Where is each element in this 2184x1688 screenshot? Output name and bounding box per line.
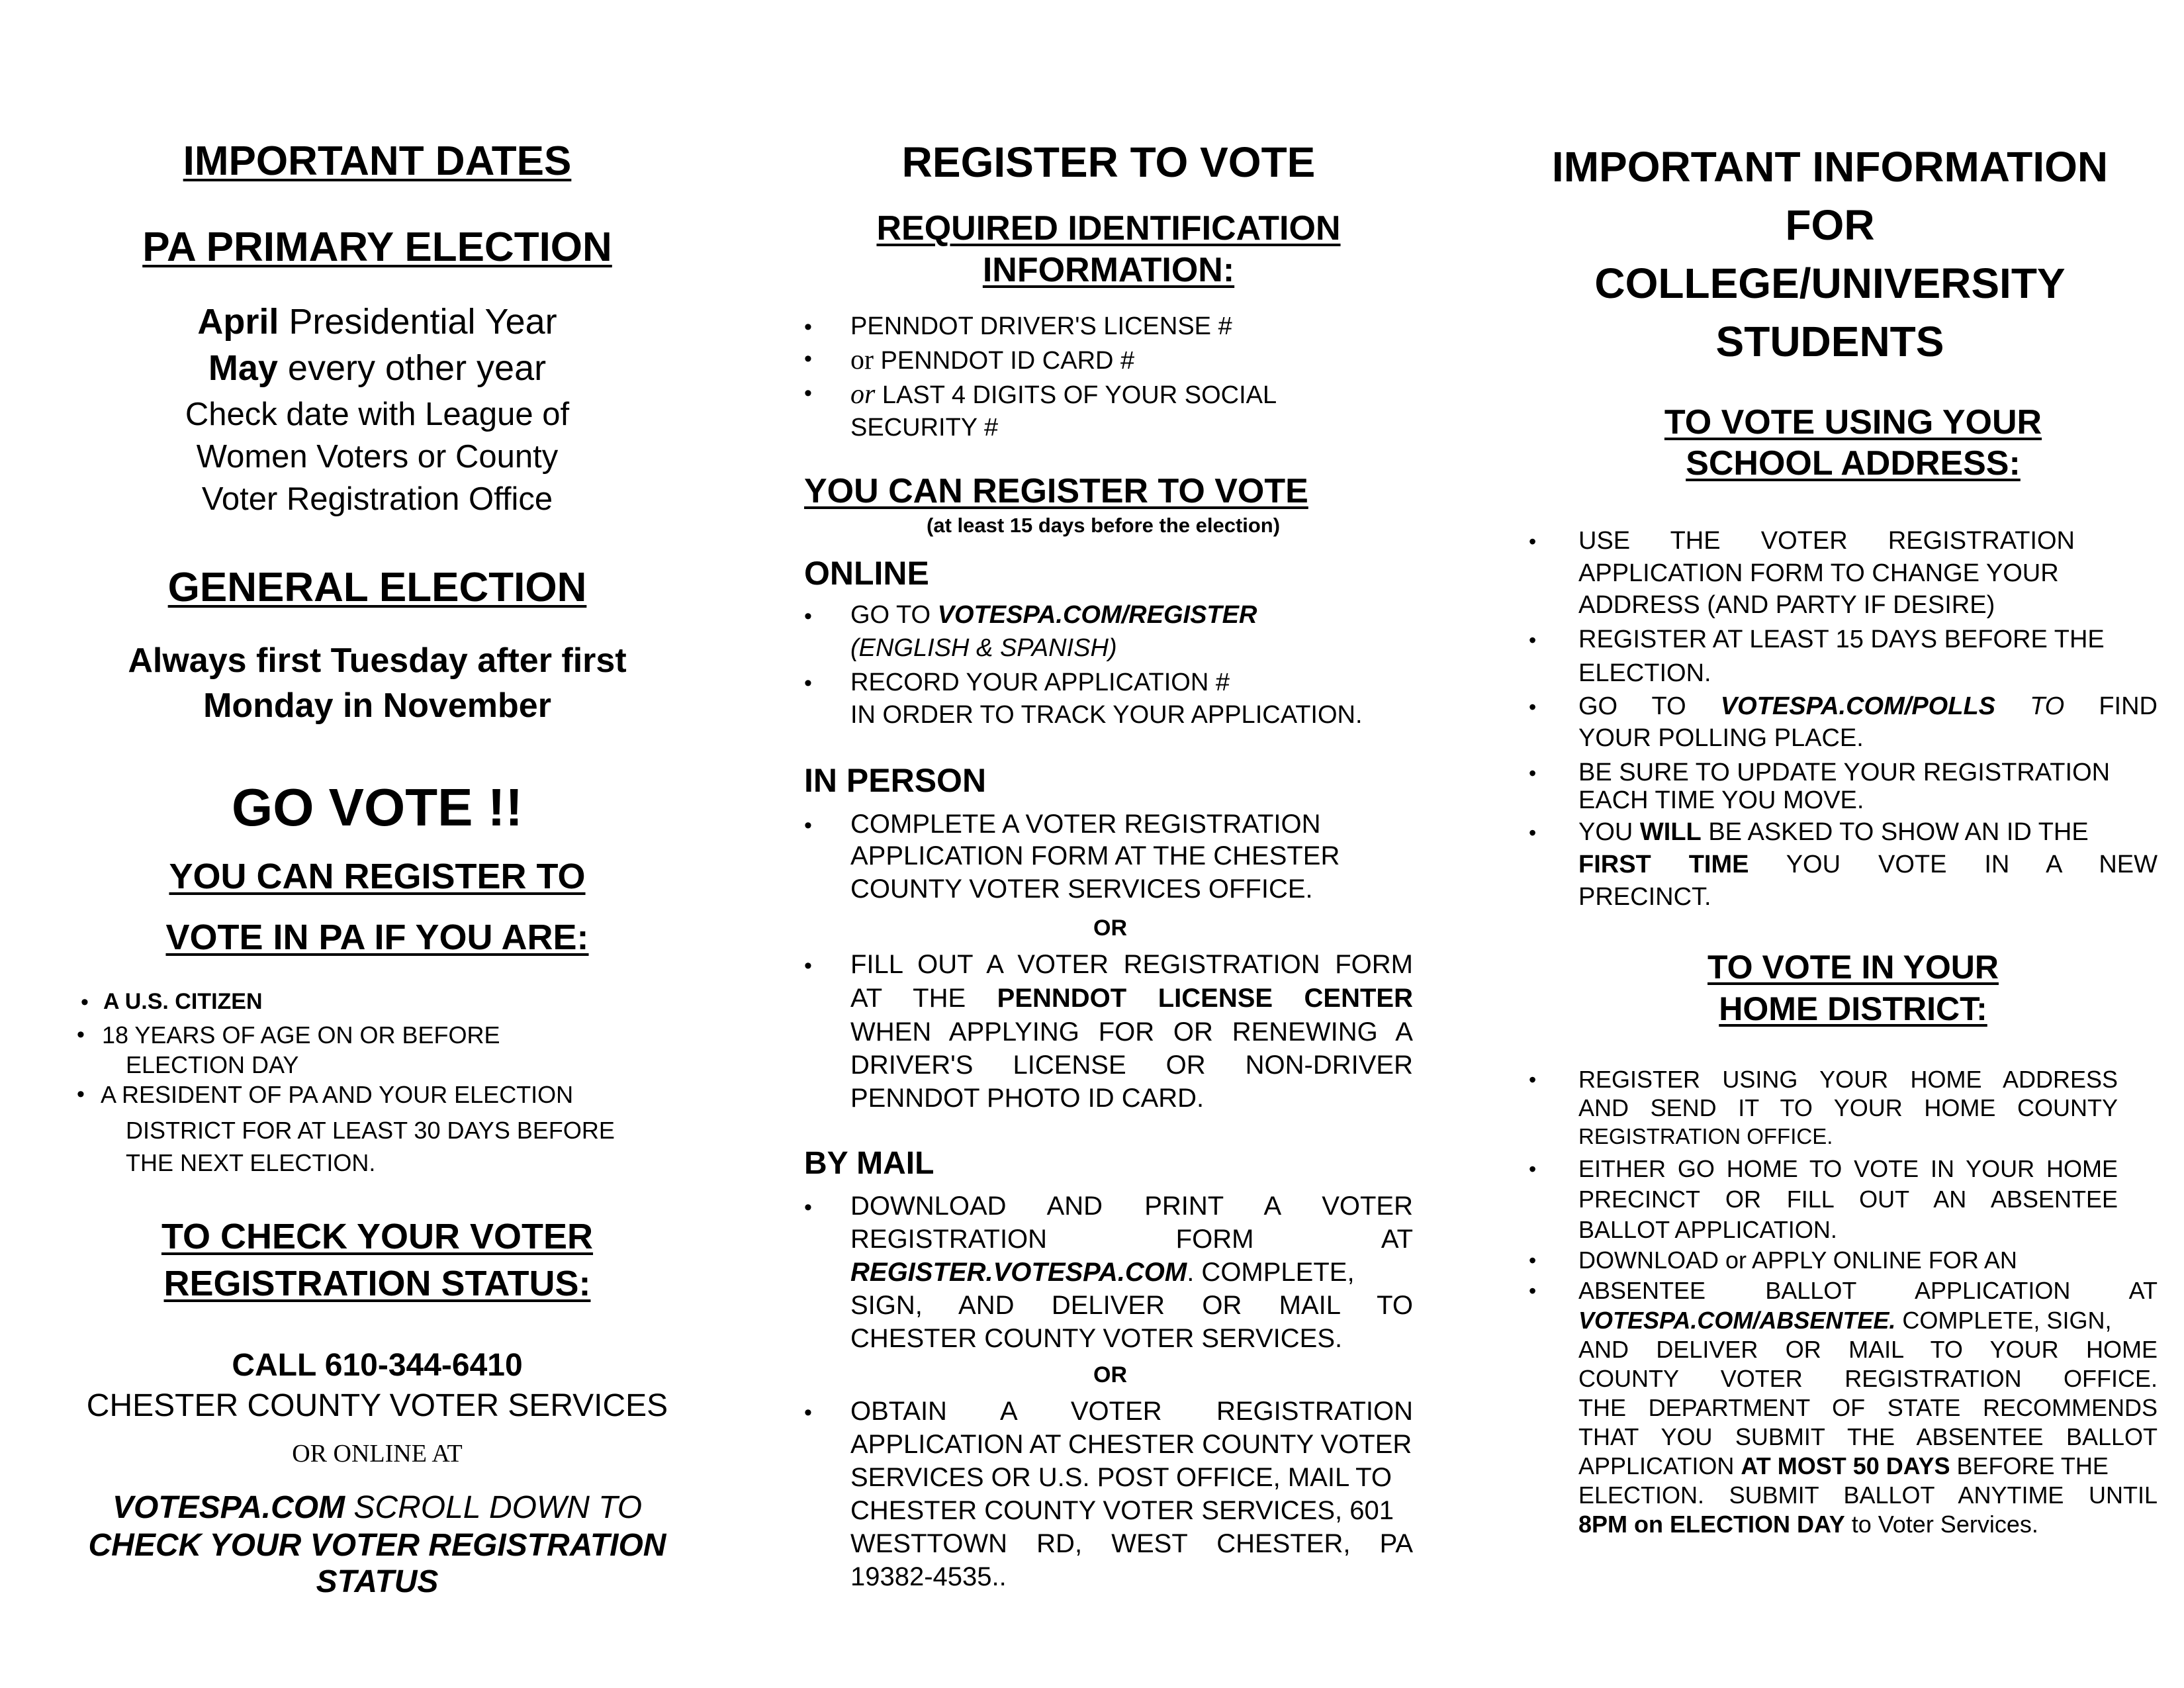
mail-item2-l4: CHESTER COUNTY VOTER SERVICES, 601 xyxy=(850,1496,1394,1525)
heading-in-person: IN PERSON xyxy=(804,762,987,799)
heading-home-district-l1: TO VOTE IN YOUR xyxy=(1707,949,1999,986)
bullet-icon: • xyxy=(1529,761,1537,785)
school-item5-l3: PRECINCT. xyxy=(1578,883,1711,911)
bullet-icon: • xyxy=(1529,1248,1537,1272)
or-separator: OR xyxy=(1093,915,1127,941)
home-item4-l4: COUNTY VOTER REGISTRATION OFFICE. xyxy=(1578,1365,2158,1392)
primary-line-may: May every other year xyxy=(208,348,547,388)
heading-important-dates: IMPORTANT DATES xyxy=(183,138,572,184)
bullet-icon: • xyxy=(804,813,812,838)
home-item2-l3: BALLOT APPLICATION. xyxy=(1578,1216,1837,1243)
id-item-id-card: or PENNDOT ID CARD # xyxy=(850,345,1135,375)
school-item2-l2: ELECTION. xyxy=(1578,659,1711,687)
home-item2-l2: PRECINCT OR FILL OUT AN ABSENTEE xyxy=(1578,1186,2118,1213)
list-item-age-l1: 18 YEARS OF AGE ON OR BEFORE xyxy=(102,1021,500,1049)
home-item1-l3: REGISTRATION OFFICE. xyxy=(1578,1124,1833,1149)
bullet-icon: • xyxy=(804,346,812,371)
bullet-icon: • xyxy=(1529,821,1537,845)
primary-line-april: April Presidential Year xyxy=(197,302,557,342)
list-item-citizen: A U.S. CITIZEN xyxy=(103,989,263,1014)
id-item-drivers-license: PENNDOT DRIVER'S LICENSE # xyxy=(850,312,1232,340)
home-item4-l2: VOTESPA.COM/ABSENTEE. COMPLETE, SIGN, xyxy=(1578,1307,2112,1334)
heading-check-status-line2: REGISTRATION STATUS: xyxy=(163,1264,591,1303)
home-item1-l1: REGISTER USING YOUR HOME ADDRESS xyxy=(1578,1066,2118,1093)
mail-item1-l2: REGISTRATION FORM AT xyxy=(850,1225,1413,1254)
heading-general-election: GENERAL ELECTION xyxy=(167,565,587,610)
home-item4-l7: APPLICATION AT MOST 50 DAYS BEFORE THE xyxy=(1578,1452,2109,1479)
bullet-icon: • xyxy=(77,1022,85,1047)
bullet-icon: • xyxy=(804,1195,812,1220)
heading-you-can-register: YOU CAN REGISTER TO VOTE xyxy=(804,472,1308,510)
call-phone: CALL 610-344-6410 xyxy=(232,1348,523,1383)
person-item2-l4: DRIVER'S LICENSE OR NON-DRIVER xyxy=(850,1051,1413,1080)
heading-school-address-l1: TO VOTE USING YOUR xyxy=(1664,403,2042,442)
bullet-icon: • xyxy=(1529,695,1537,719)
school-item4-l2: EACH TIME YOU MOVE. xyxy=(1578,786,1864,814)
bullet-icon: • xyxy=(1529,1157,1537,1181)
or-online-at: OR ONLINE AT xyxy=(292,1440,463,1468)
heading-for: FOR xyxy=(1785,201,1875,249)
votespa-scroll-line: VOTESPA.COM SCROLL DOWN TO xyxy=(112,1490,643,1525)
heading-check-status-line1: TO CHECK YOUR VOTER xyxy=(161,1217,594,1256)
list-item-resident-l3: THE NEXT ELECTION. xyxy=(126,1149,376,1176)
heading-required-id-l1: REQUIRED IDENTIFICATION xyxy=(876,209,1341,248)
person-item1-l3: COUNTY VOTER SERVICES OFFICE. xyxy=(850,874,1313,904)
or-separator: OR xyxy=(1093,1362,1127,1387)
heading-online: ONLINE xyxy=(804,555,929,592)
online-item-record-l2: IN ORDER TO TRACK YOUR APPLICATION. xyxy=(850,701,1363,729)
bullet-icon: • xyxy=(804,314,812,340)
heading-pa-primary: PA PRIMARY ELECTION xyxy=(142,224,612,270)
id-item-ssn-l2: SECURITY # xyxy=(850,414,999,442)
home-item4-l3: AND DELIVER OR MAIL TO YOUR HOME xyxy=(1578,1336,2158,1363)
school-item1-l2: APPLICATION FORM TO CHANGE YOUR xyxy=(1578,559,2059,587)
bullet-icon: • xyxy=(804,953,812,978)
home-item1-l2: AND SEND IT TO YOUR HOME COUNTY xyxy=(1578,1094,2118,1121)
mail-item1-l3: REGISTER.VOTESPA.COM. COMPLETE, xyxy=(850,1258,1355,1287)
bullet-icon: • xyxy=(1529,530,1537,553)
person-item1-l1: COMPLETE A VOTER REGISTRATION xyxy=(850,810,1321,839)
primary-line-3: Check date with League of xyxy=(185,397,570,432)
online-item-record-l1: RECORD YOUR APPLICATION # xyxy=(850,669,1230,696)
bullet-icon: • xyxy=(804,1400,812,1425)
bullet-icon: • xyxy=(1529,1279,1537,1303)
primary-line-4: Women Voters or County xyxy=(196,439,559,475)
bullet-icon: • xyxy=(804,671,812,696)
home-item4-l8: ELECTION. SUBMIT BALLOT ANYTIME UNTIL xyxy=(1578,1481,2158,1509)
school-item1-l1: USE THE VOTER REGISTRATION xyxy=(1578,527,2075,555)
mail-item2-l3: SERVICES OR U.S. POST OFFICE, MAIL TO xyxy=(850,1463,1392,1492)
mail-item2-l2: APPLICATION AT CHESTER COUNTY VOTER xyxy=(850,1430,1412,1459)
fifteen-days-note: (at least 15 days before the election) xyxy=(927,514,1281,537)
mail-item2-l1: OBTAIN A VOTER REGISTRATION xyxy=(850,1397,1413,1426)
check-voter-line: CHECK YOUR VOTER REGISTRATION xyxy=(88,1528,666,1563)
home-item4-l6: THAT YOU SUBMIT THE ABSENTEE BALLOT xyxy=(1578,1423,2158,1450)
home-item4-l9: 8PM on ELECTION DAY to Voter Services. xyxy=(1578,1511,2038,1538)
heading-register-to-vote: REGISTER TO VOTE xyxy=(901,138,1316,186)
list-item-age-l2: ELECTION DAY xyxy=(126,1051,299,1078)
heading-school-address-l2: SCHOOL ADDRESS: xyxy=(1686,444,2021,483)
heading-by-mail: BY MAIL xyxy=(804,1146,934,1181)
school-item1-l3: ADDRESS (AND PARTY IF DESIRE) xyxy=(1578,591,1995,619)
heading-register-line1: YOU CAN REGISTER TO xyxy=(169,857,586,896)
id-item-ssn: or LAST 4 DIGITS OF YOUR SOCIAL xyxy=(850,379,1277,410)
mail-item1-l1: DOWNLOAD AND PRINT A VOTER xyxy=(850,1192,1413,1221)
list-item-resident-l1: A RESIDENT OF PA AND YOUR ELECTION xyxy=(101,1081,574,1108)
school-item3-l2: YOUR POLLING PLACE. xyxy=(1578,724,1864,752)
heading-register-line2: VOTE IN PA IF YOU ARE: xyxy=(165,917,589,957)
general-line-1: Always first Tuesday after first xyxy=(128,641,627,680)
mail-item2-l6: 19382-4535.. xyxy=(850,1562,1007,1591)
bullet-icon: • xyxy=(804,381,812,406)
person-item2-l3: WHEN APPLYING FOR OR RENEWING A xyxy=(850,1017,1413,1047)
heading-students: STUDENTS xyxy=(1715,318,1944,365)
online-item-goto: GO TO VOTESPA.COM/REGISTER xyxy=(850,601,1257,629)
bullet-icon: • xyxy=(81,990,89,1015)
home-item4-l1: ABSENTEE BALLOT APPLICATION AT xyxy=(1578,1277,2158,1304)
person-item2-l1: FILL OUT A VOTER REGISTRATION FORM xyxy=(850,950,1413,979)
online-item-languages: (ENGLISH & SPANISH) xyxy=(850,634,1117,662)
school-item3-l1: GO TO VOTESPA.COM/POLLS TO FIND xyxy=(1578,692,2158,720)
bullet-icon: • xyxy=(804,604,812,629)
general-line-2: Monday in November xyxy=(203,686,551,725)
home-item3: DOWNLOAD or APPLY ONLINE FOR AN xyxy=(1578,1246,2017,1274)
heading-required-id-l2: INFORMATION: xyxy=(982,251,1235,289)
school-item5-l1: YOU WILL BE ASKED TO SHOW AN ID THE xyxy=(1578,818,2089,846)
home-item4-l5: THE DEPARTMENT OF STATE RECOMMENDS xyxy=(1578,1394,2158,1421)
mail-item1-l5: CHESTER COUNTY VOTER SERVICES. xyxy=(850,1324,1343,1353)
school-item5-l2: FIRST TIME YOU VOTE IN A NEW xyxy=(1578,851,2158,878)
heading-important-info: IMPORTANT INFORMATION xyxy=(1551,143,2109,191)
person-item1-l2: APPLICATION FORM AT THE CHESTER xyxy=(850,841,1340,870)
heading-college: COLLEGE/UNIVERSITY xyxy=(1594,259,2066,307)
home-item2-l1: EITHER GO HOME TO VOTE IN YOUR HOME xyxy=(1578,1155,2118,1182)
bullet-icon: • xyxy=(1529,1068,1537,1092)
list-item-resident-l2: DISTRICT FOR AT LEAST 30 DAYS BEFORE xyxy=(126,1117,615,1144)
heading-home-district-l2: HOME DISTRICT: xyxy=(1719,990,1987,1027)
school-item4-l1: BE SURE TO UPDATE YOUR REGISTRATION xyxy=(1578,759,2111,786)
go-vote-banner: GO VOTE !! xyxy=(232,778,523,837)
bullet-icon: • xyxy=(77,1082,85,1107)
person-item2-l5: PENNDOT PHOTO ID CARD. xyxy=(850,1084,1205,1113)
bullet-icon: • xyxy=(1529,628,1537,652)
primary-line-5: Voter Registration Office xyxy=(201,481,553,517)
mail-item1-l4: SIGN, AND DELIVER OR MAIL TO xyxy=(850,1291,1413,1320)
school-item2-l1: REGISTER AT LEAST 15 DAYS BEFORE THE xyxy=(1578,626,2105,653)
person-item2-l2: AT THE PENNDOT LICENSE CENTER xyxy=(850,984,1413,1013)
status-line: STATUS xyxy=(316,1564,439,1599)
mail-item2-l5: WESTTOWN RD, WEST CHESTER, PA xyxy=(850,1529,1413,1558)
chester-office-name: CHESTER COUNTY VOTER SERVICES xyxy=(86,1388,668,1423)
